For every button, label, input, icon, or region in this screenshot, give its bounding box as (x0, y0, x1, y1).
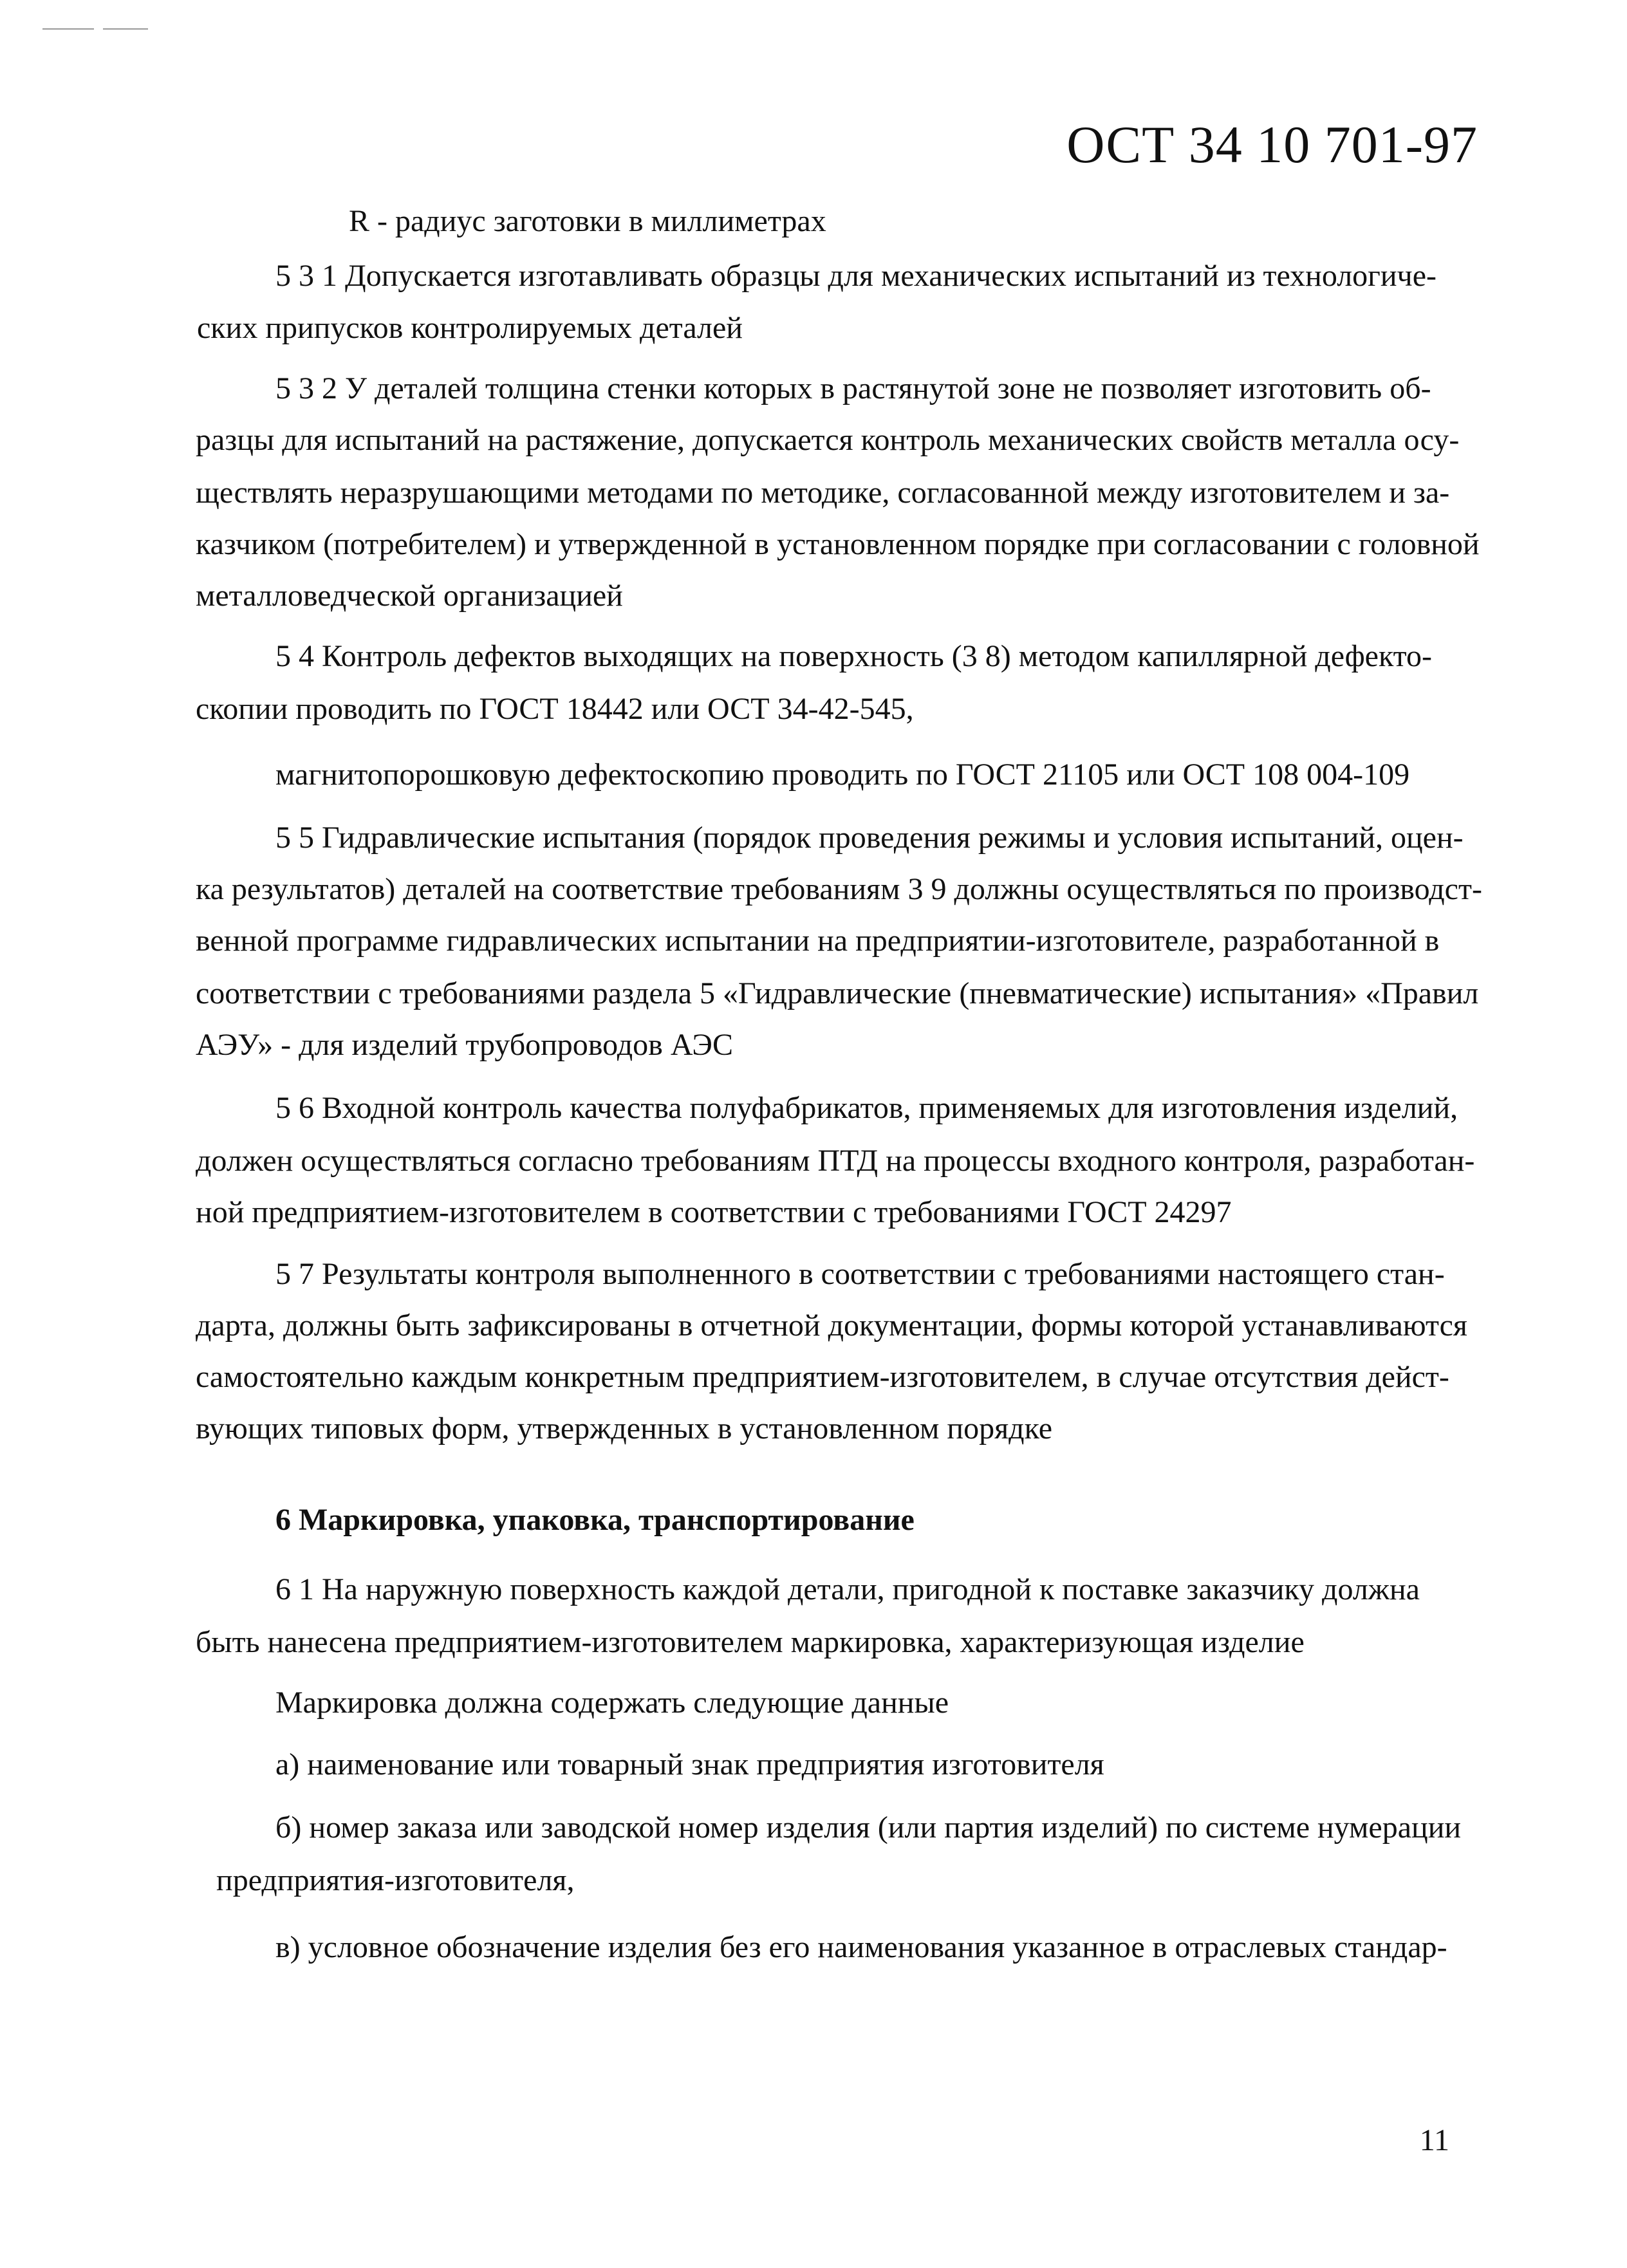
document-code: ОСТ 34 10 701-97 (1066, 115, 1478, 174)
page-number: 11 (1419, 2123, 1449, 2157)
scan-artifact (103, 28, 148, 30)
scan-artifact (42, 28, 94, 30)
